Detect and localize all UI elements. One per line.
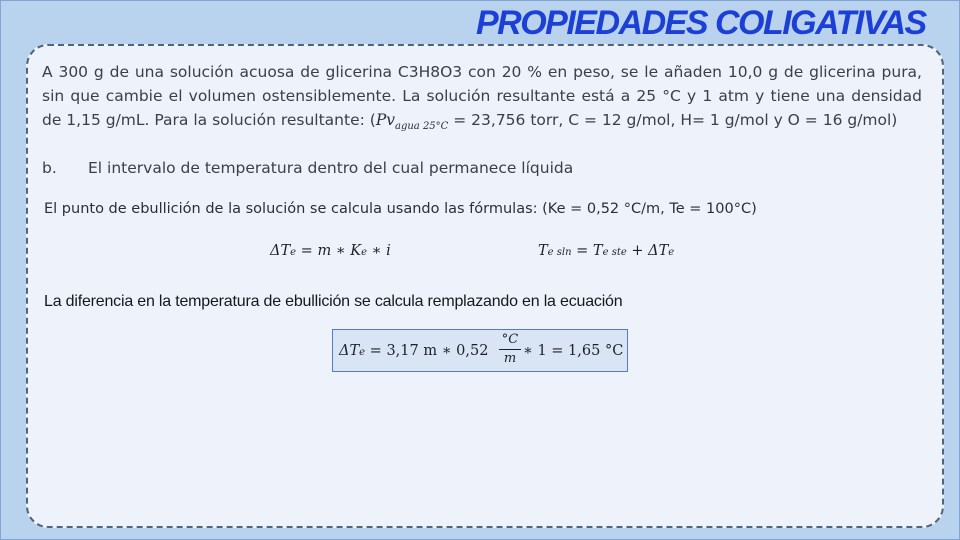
result-left: ΔTe = 3,17 m ∗ 0,52	[339, 343, 489, 359]
te-solution-equation: Te sln = Te ste + ΔTe	[538, 243, 675, 259]
problem-statement	[42, 60, 922, 139]
problem-text-after: = 23,756 torr, C = 12 g/mol, H= 1 g/mol y O = 16 g/mol)	[448, 111, 898, 129]
result-right: ∗ 1 = 1,65 °C	[523, 343, 624, 359]
delta-te-equation: ΔTe = m ∗ Ke ∗ i	[270, 243, 391, 259]
item-letter: b.	[42, 159, 57, 177]
result-equation-box	[332, 329, 628, 372]
question-item-b	[42, 159, 573, 177]
problem-text-before: A 300 g de una solución acuosa de glicerina C3H8O3 con 20 % en peso, se le añaden 10,0 g de glicerina pura, sin que cambie el volumen ostensiblemente. La solución resultante está a 25 °C y 1 atm y tiene una densidad de 1,15 g/mL. Para la solución resultante: (	[42, 63, 922, 129]
formula-intro: El punto de ebullición de la solución se calcula usando las fórmulas: (Ke = 0,52 °C/m, Te = 100°C)	[44, 201, 757, 217]
vapor-pressure-symbol: $Pv_{agua 25^\circ C}$	[375, 111, 449, 133]
difference-text: La diferencia en la temperatura de ebullición se calcula remplazando en la ecuación	[44, 293, 623, 310]
result-fraction: °C m	[499, 332, 521, 367]
slide-title: PROPIEDADES COLIGATIVAS	[476, 4, 926, 42]
item-text: El intervalo de temperatura dentro del cual permanece líquida	[88, 159, 574, 177]
